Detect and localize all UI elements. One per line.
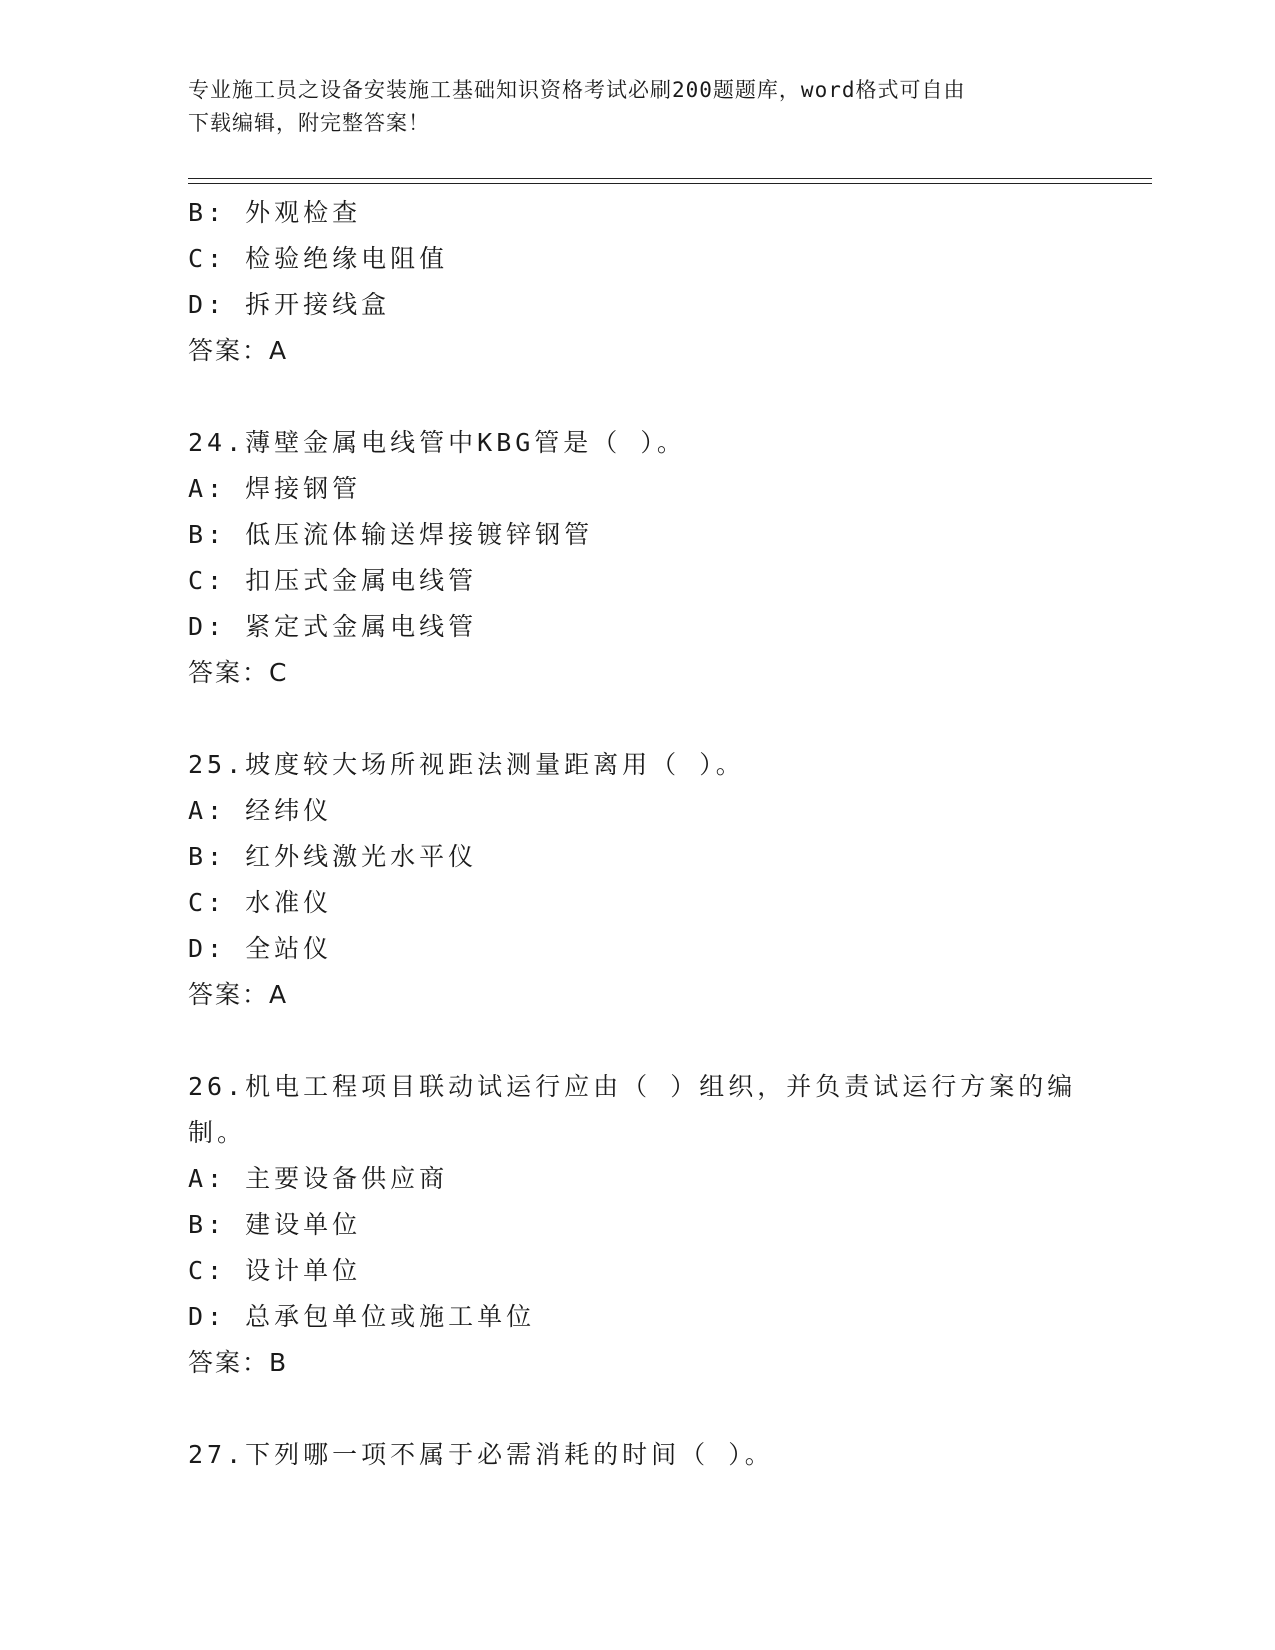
option-d: D: 总承包单位或施工单位: [188, 1302, 536, 1331]
spacer: [188, 1018, 1088, 1064]
question-text-line-1: 26.机电工程项目联动试运行应由（ ）组织，并负责试运行方案的编: [188, 1072, 1077, 1101]
header-divider: [188, 178, 1152, 184]
spacer: [188, 696, 1088, 742]
answer: 答案：B: [188, 1348, 289, 1377]
option-d: D: 全站仪: [188, 934, 333, 963]
question-24: [188, 420, 1088, 696]
answer: 答案：A: [188, 980, 289, 1009]
option-a: A: 主要设备供应商: [188, 1164, 449, 1193]
option-b: B: 建设单位: [188, 1210, 362, 1239]
spacer: [188, 1386, 1088, 1432]
option-c: C: 扣压式金属电线管: [188, 566, 478, 595]
question-25: [188, 742, 1088, 1018]
answer: 答案：C: [188, 658, 289, 687]
header-line-2: 下载编辑，附完整答案！: [188, 111, 430, 135]
document-header: [188, 74, 1088, 140]
answer: 答案：A: [188, 336, 289, 365]
option-c: C: 水准仪: [188, 888, 333, 917]
question-text: 25.坡度较大场所视距法测量距离用（ ）。: [188, 750, 745, 779]
option-b: B: 红外线激光水平仪: [188, 842, 478, 871]
option-a: A: 经纬仪: [188, 796, 333, 825]
question-26: [188, 1064, 1088, 1386]
option-d: D: 拆开接线盒: [188, 290, 391, 319]
question-27: [188, 1432, 1088, 1478]
option-b: B: 外观检查: [188, 198, 362, 227]
question-text-line-2: 制。: [188, 1118, 247, 1147]
option-b: B: 低压流体输送焊接镀锌钢管: [188, 520, 594, 549]
question-text: 24.薄壁金属电线管中KBG管是（ ）。: [188, 428, 686, 457]
question-23: [188, 190, 1088, 374]
option-c: C: 检验绝缘电阻值: [188, 244, 449, 273]
spacer: [188, 374, 1088, 420]
question-list: [188, 190, 1088, 1478]
option-d: D: 紧定式金属电线管: [188, 612, 478, 641]
question-text: 27.下列哪一项不属于必需消耗的时间（ ）。: [188, 1440, 774, 1469]
option-c: C: 设计单位: [188, 1256, 362, 1285]
header-line-1: 专业施工员之设备安装施工基础知识资格考试必刷200题题库，word格式可自由: [188, 78, 966, 102]
option-a: A: 焊接钢管: [188, 474, 362, 503]
